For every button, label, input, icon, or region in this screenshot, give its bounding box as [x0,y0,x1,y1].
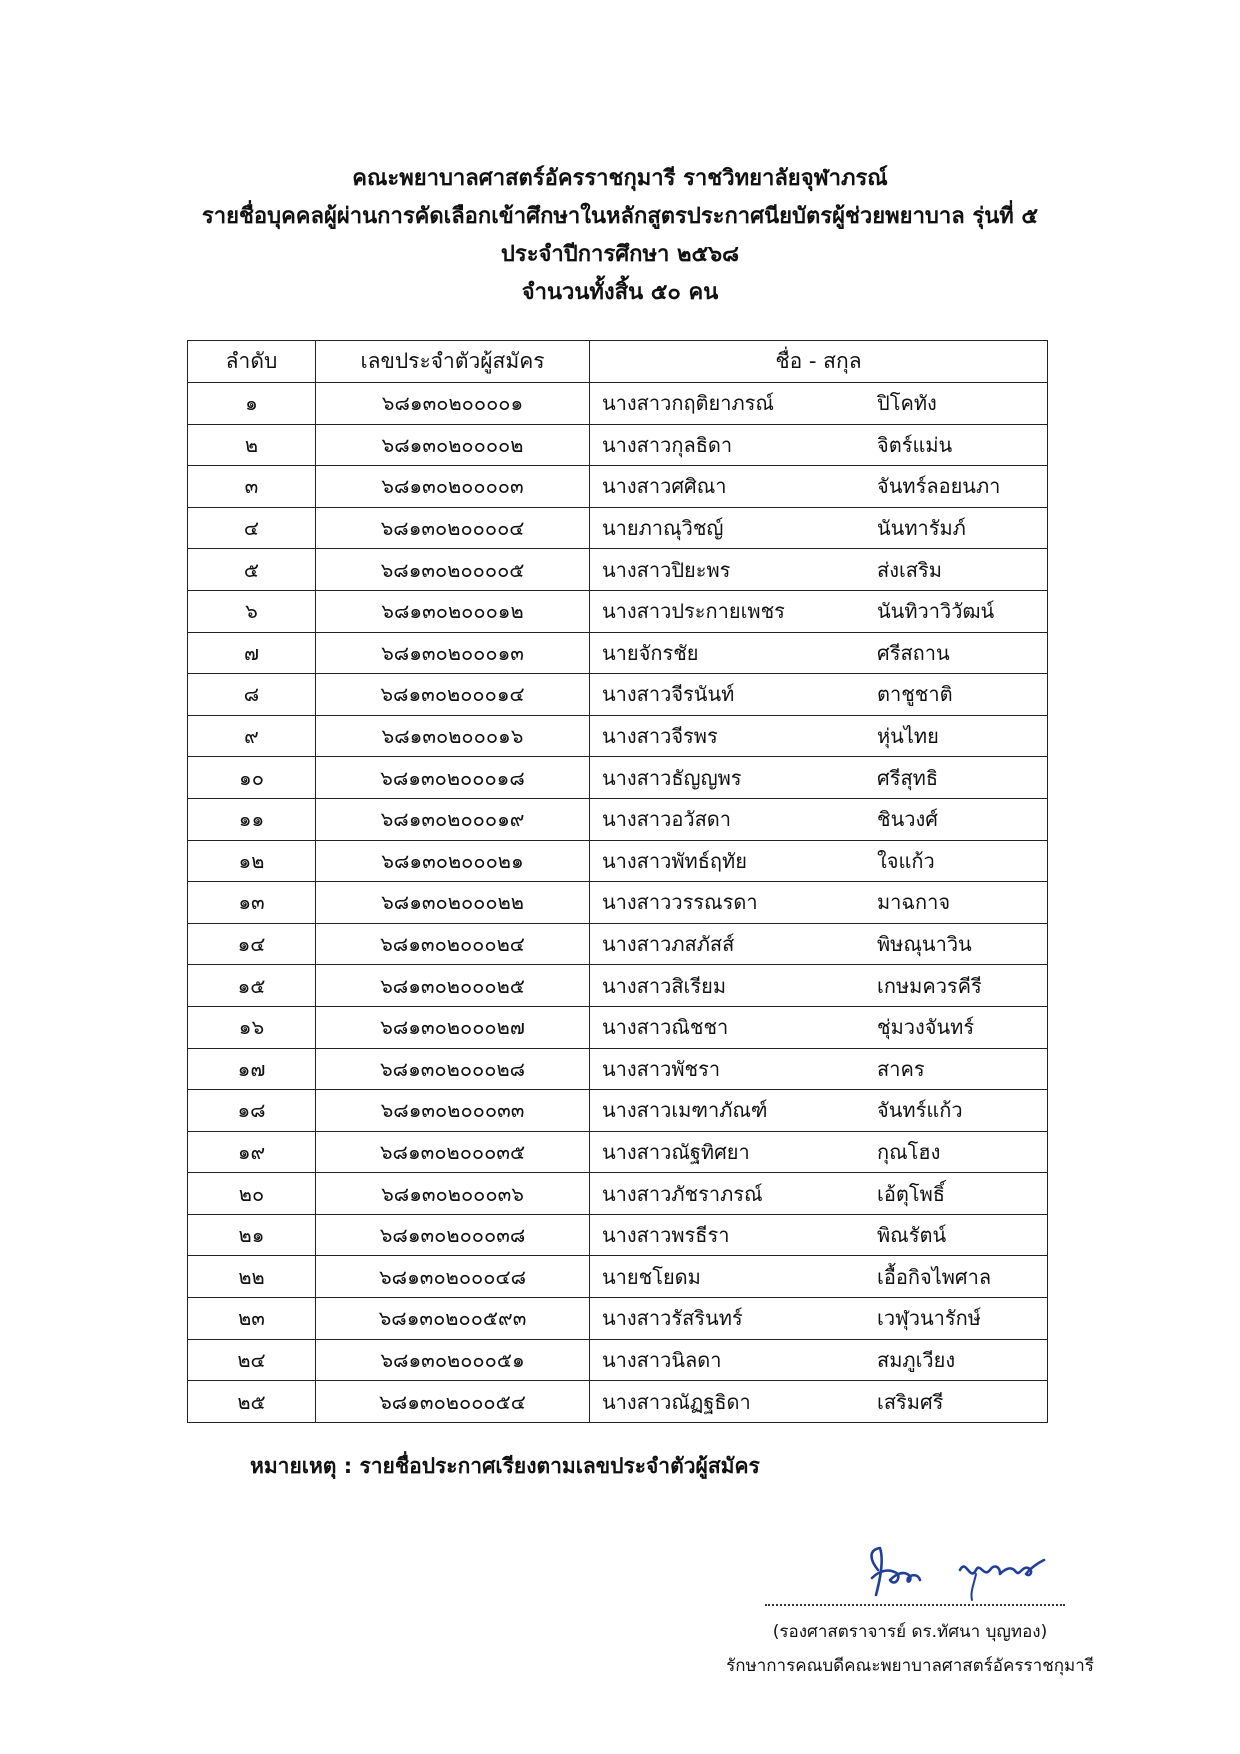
row-last-name: เวฬุวนารักษ์ [877,1306,981,1331]
row-full-name [590,1214,1048,1256]
row-applicant-id: ๖๘๑๓๐๒๐๐๐๐๒ [316,424,590,466]
table-row [188,923,1048,965]
row-first-name: นางสาวเมฑาภัณฑ์ [602,1098,768,1123]
table-row [188,632,1048,674]
table-row [188,965,1048,1007]
row-full-name [590,757,1048,799]
row-first-name: นางสาวรัสรินทร์ [602,1306,743,1331]
row-full-name [590,1006,1048,1048]
row-full-name [590,923,1048,965]
row-applicant-id: ๖๘๑๓๐๒๐๐๕๙๓ [316,1298,590,1340]
row-full-name [590,424,1048,466]
row-full-name [590,715,1048,757]
row-order: ๒๕ [188,1381,316,1423]
row-last-name: พิษณุนาวิน [877,932,972,957]
row-first-name: นางสาวประกายเพชร [602,599,785,624]
row-order: ๗ [188,632,316,674]
row-first-name: นางสาวจีรพร [602,724,718,749]
row-applicant-id: ๖๘๑๓๐๒๐๐๐๐๓ [316,466,590,508]
row-full-name [590,1256,1048,1298]
row-first-name: นางสาวณัฏฐธิดา [602,1389,751,1414]
table-body [188,383,1048,1423]
row-applicant-id: ๖๘๑๓๐๒๐๐๐๓๘ [316,1214,590,1256]
table-row [188,1048,1048,1090]
row-first-name: นางสาวพัชรา [602,1056,721,1081]
signer-name: (รองศาสตราจารย์ ดร.ทัศนา บุญทอง) [772,1622,1048,1642]
row-last-name: เสริมศรี [877,1389,944,1414]
row-first-name: นางสาวณัฐทิศยา [602,1139,750,1164]
table-row [188,466,1048,508]
column-header-order: ลำดับ [188,341,316,383]
row-first-name: นางสาวนิลดา [602,1347,722,1372]
row-applicant-id: ๖๘๑๓๐๒๐๐๐๐๕ [316,549,590,591]
signer-position: รักษาการคณบดีคณะพยาบาลศาสตร์อัครราชกุมารี [726,1656,1094,1676]
row-order: ๖ [188,590,316,632]
row-last-name: พิณรัตน์ [877,1223,947,1248]
row-full-name [590,1173,1048,1215]
table-row [188,757,1048,799]
column-header-full-name: ชื่อ - สกุล [590,341,1048,383]
row-applicant-id: ๖๘๑๓๐๒๐๐๐๒๒ [316,882,590,924]
row-order: ๘ [188,674,316,716]
row-last-name: ตาชูชาติ [877,682,953,707]
row-first-name: นางสาวภัชราภรณ์ [602,1181,763,1206]
row-last-name: ชุ่มวงจันทร์ [877,1015,975,1040]
row-last-name: เกษมควรคีรี [877,973,982,998]
row-applicant-id: ๖๘๑๓๐๒๐๐๐๒๑ [316,840,590,882]
row-last-name: มาฉกาจ [877,890,951,915]
row-last-name: นันทิวาวิวัฒน์ [877,599,995,624]
row-applicant-id: ๖๘๑๓๐๒๐๐๐๒๗ [316,1006,590,1048]
row-applicant-id: ๖๘๑๓๐๒๐๐๐๓๕ [316,1131,590,1173]
row-applicant-id: ๖๘๑๓๐๒๐๐๐๑๒ [316,590,590,632]
table-row [188,1381,1048,1423]
row-first-name: นางสาวกฤติยาภรณ์ [602,391,774,416]
row-applicant-id: ๖๘๑๓๐๒๐๐๐๒๕ [316,965,590,1007]
row-applicant-id: ๖๘๑๓๐๒๐๐๐๕๔ [316,1381,590,1423]
row-first-name: นายจักรชัย [602,640,699,665]
table-row [188,715,1048,757]
row-first-name: นางสาวภสภัสส์ [602,932,735,957]
row-applicant-id: ๖๘๑๓๐๒๐๐๐๒๘ [316,1048,590,1090]
row-applicant-id: ๖๘๑๓๐๒๐๐๐๑๖ [316,715,590,757]
row-applicant-id: ๖๘๑๓๐๒๐๐๐๔๘ [316,1256,590,1298]
row-first-name: นางสาวพัทธ์ฤทัย [602,848,747,873]
table-row [188,507,1048,549]
column-header-applicant-id: เลขประจำตัวผู้สมัคร [316,341,590,383]
row-first-name: นางสาวธัญญพร [602,765,742,790]
row-order: ๒๑ [188,1214,316,1256]
row-last-name: ส่งเสริม [877,557,942,582]
row-order: ๙ [188,715,316,757]
row-first-name: นางสาวณิชชา [602,1015,729,1040]
row-order: ๒๓ [188,1298,316,1340]
row-first-name: นางสาวจีรนันท์ [602,682,735,707]
academic-year: ประจำปีการศึกษา ๒๕๖๘ [500,242,740,267]
row-full-name [590,1381,1048,1423]
row-order: ๕ [188,549,316,591]
table-row [188,549,1048,591]
row-last-name: จันทร์แก้ว [877,1098,963,1123]
row-first-name: นางสาวกุลธิดา [602,432,733,457]
row-order: ๒ [188,424,316,466]
table-row [188,1256,1048,1298]
row-last-name: เอ้ตุโพธิ์ [877,1181,945,1206]
table-row [188,798,1048,840]
row-applicant-id: ๖๘๑๓๐๒๐๐๐๐๔ [316,507,590,549]
row-order: ๒๒ [188,1256,316,1298]
row-first-name: นางสาวศศิณา [602,474,727,499]
table-row [188,1339,1048,1381]
signer-block [690,1615,1130,1683]
row-order: ๑๕ [188,965,316,1007]
row-last-name: จิตร์แม่น [877,432,953,457]
row-last-name: กุณโฮง [877,1139,941,1164]
row-full-name [590,1090,1048,1132]
row-full-name [590,674,1048,716]
row-last-name: ปิโคทัง [877,391,937,416]
row-first-name: นายภาณุวิชญ์ [602,516,724,541]
row-order: ๑ [188,383,316,425]
row-order: ๑๑ [188,798,316,840]
table-row [188,1006,1048,1048]
signature-line [765,1604,1065,1606]
table-row [188,1214,1048,1256]
row-full-name [590,1339,1048,1381]
row-order: ๔ [188,507,316,549]
row-applicant-id: ๖๘๑๓๐๒๐๐๐๓๓ [316,1090,590,1132]
row-applicant-id: ๖๘๑๓๐๒๐๐๐๓๖ [316,1173,590,1215]
row-applicant-id: ๖๘๑๓๐๒๐๐๐๑๙ [316,798,590,840]
row-applicant-id: ๖๘๑๓๐๒๐๐๐๕๑ [316,1339,590,1381]
row-last-name: เอื้อกิจไพศาล [877,1264,992,1289]
row-full-name [590,466,1048,508]
row-first-name: นางสาววรรณรดา [602,890,758,915]
row-order: ๑๗ [188,1048,316,1090]
row-first-name: นางสาวพรธีรา [602,1223,730,1248]
row-applicant-id: ๖๘๑๓๐๒๐๐๐๐๑ [316,383,590,425]
row-full-name [590,1048,1048,1090]
row-full-name [590,882,1048,924]
announcement-title: รายชื่อบุคคลผู้ผ่านการคัดเลือกเข้าศึกษาในหลักสูตรประกาศนียบัตรผู้ช่วยพยาบาล รุ่นที่ ๕ [201,204,1039,229]
row-full-name [590,798,1048,840]
remark-note: หมายเหตุ : รายชื่อประกาศเรียงตามเลขประจำตัวผู้สมัคร [250,1454,760,1478]
row-last-name: สาคร [877,1056,925,1081]
row-full-name [590,965,1048,1007]
table-row [188,882,1048,924]
row-order: ๑๘ [188,1090,316,1132]
row-first-name: นางสาวอวัสดา [602,807,732,832]
table-row [188,1090,1048,1132]
row-order: ๑๒ [188,840,316,882]
row-applicant-id: ๖๘๑๓๐๒๐๐๐๑๔ [316,674,590,716]
document-header [0,160,1240,312]
row-last-name: นันทารัมภ์ [877,516,966,541]
row-full-name [590,507,1048,549]
table-row [188,1298,1048,1340]
row-last-name: ชินวงศ์ [877,807,938,832]
table-row [188,383,1048,425]
table-row [188,1131,1048,1173]
row-order: ๑๐ [188,757,316,799]
row-full-name [590,590,1048,632]
row-full-name [590,383,1048,425]
row-applicant-id: ๖๘๑๓๐๒๐๐๐๑๘ [316,757,590,799]
row-order: ๑๖ [188,1006,316,1048]
row-last-name: สมภูเวียง [877,1347,956,1372]
faculty-title: คณะพยาบาลศาสตร์อัครราชกุมารี ราชวิทยาลัยจุฬาภรณ์ [352,166,888,191]
row-first-name: นางสาวปิยะพร [602,557,731,582]
table-row [188,1173,1048,1215]
row-order: ๒๐ [188,1173,316,1215]
row-order: ๒๔ [188,1339,316,1381]
row-last-name: ศรีสถาน [877,640,950,665]
row-last-name: จันทร์ลอยนภา [877,474,1001,499]
table-row [188,840,1048,882]
total-count: จำนวนทั้งสิ้น ๕๐ คน [521,280,719,305]
table-header-row [188,341,1048,383]
row-order: ๑๙ [188,1131,316,1173]
table-row [188,424,1048,466]
row-last-name: หุ่นไทย [877,724,939,749]
row-last-name: ใจแก้ว [877,848,935,873]
row-applicant-id: ๖๘๑๓๐๒๐๐๐๑๓ [316,632,590,674]
row-full-name [590,1131,1048,1173]
row-full-name [590,549,1048,591]
row-order: ๑๓ [188,882,316,924]
row-full-name [590,1298,1048,1340]
row-full-name [590,840,1048,882]
row-full-name [590,632,1048,674]
row-first-name: นายชโยดม [602,1264,701,1289]
row-order: ๓ [188,466,316,508]
row-last-name: ศรีสุทธิ [877,765,939,790]
row-first-name: นางสาวสิเรียม [602,973,727,998]
table-row [188,590,1048,632]
applicant-table [187,340,1048,1423]
row-order: ๑๔ [188,923,316,965]
table-row [188,674,1048,716]
row-applicant-id: ๖๘๑๓๐๒๐๐๐๒๔ [316,923,590,965]
signature [850,1530,1060,1605]
